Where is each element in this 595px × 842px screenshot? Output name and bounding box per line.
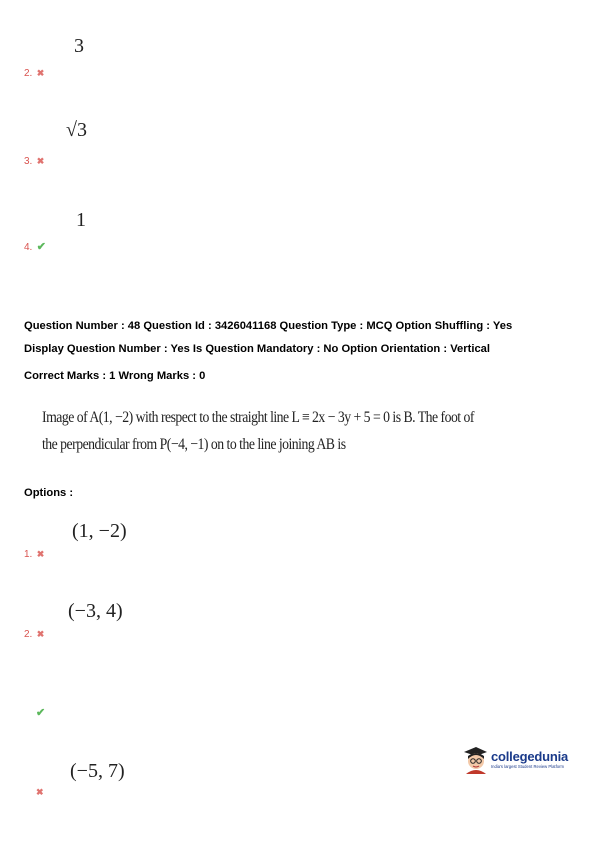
option-number: 3. [24, 156, 33, 167]
prev-option-2-value: 3 [74, 35, 84, 57]
correct-mark-icon: ✔ [36, 241, 47, 253]
question-meta-line-2: Display Question Number : Yes Is Question Mandatory : No Option Orientation : Vertical [24, 343, 491, 355]
option-number: 2. [24, 68, 33, 79]
option-2-value: (−3, 4) [68, 600, 123, 622]
prev-option-2 [24, 63, 44, 81]
logo-name: collegedunia [491, 749, 569, 764]
wrong-mark-icon: ✖ [36, 629, 45, 639]
option-2 [24, 624, 44, 642]
wrong-mark-icon: ✖ [36, 156, 45, 166]
question-text-line-1: Image of A(1, −2) with respect to the straight line L ≡ 2x − 3y + 5 = 0 is B. The foot of [42, 409, 474, 426]
prev-option-4-value: 1 [76, 209, 86, 231]
option-number: 2. [24, 629, 33, 640]
logo-tagline: India's largest Student Review Platform [491, 764, 564, 769]
wrong-mark-icon: ✖ [36, 68, 45, 78]
prev-option-3 [24, 151, 44, 169]
option-4-value: (−5, 7) [70, 760, 125, 782]
prev-option-4 [24, 237, 46, 255]
options-label: Options : [24, 487, 74, 499]
option-1-value: (1, −2) [72, 520, 127, 542]
question-meta-line-1: Question Number : 48 Question Id : 3426041168 Question Type : MCQ Option Shuffling : Yes [24, 320, 513, 332]
option-number: 4. [24, 242, 33, 253]
question-text-line-2: the perpendicular from P(−4, −1) on to the line joining AB is [42, 436, 346, 453]
graduate-mascot-icon [462, 744, 488, 774]
collegedunia-logo [462, 744, 568, 774]
wrong-mark-icon: ✖ [36, 787, 44, 797]
option-4 [36, 782, 44, 800]
option-number: 1. [24, 549, 33, 560]
option-1 [24, 544, 44, 562]
prev-option-3-value: √3 [66, 119, 87, 141]
question-meta-line-3: Correct Marks : 1 Wrong Marks : 0 [24, 370, 206, 382]
wrong-mark-icon: ✖ [36, 549, 45, 559]
correct-mark-icon: ✔ [36, 707, 46, 719]
option-3 [36, 703, 45, 721]
